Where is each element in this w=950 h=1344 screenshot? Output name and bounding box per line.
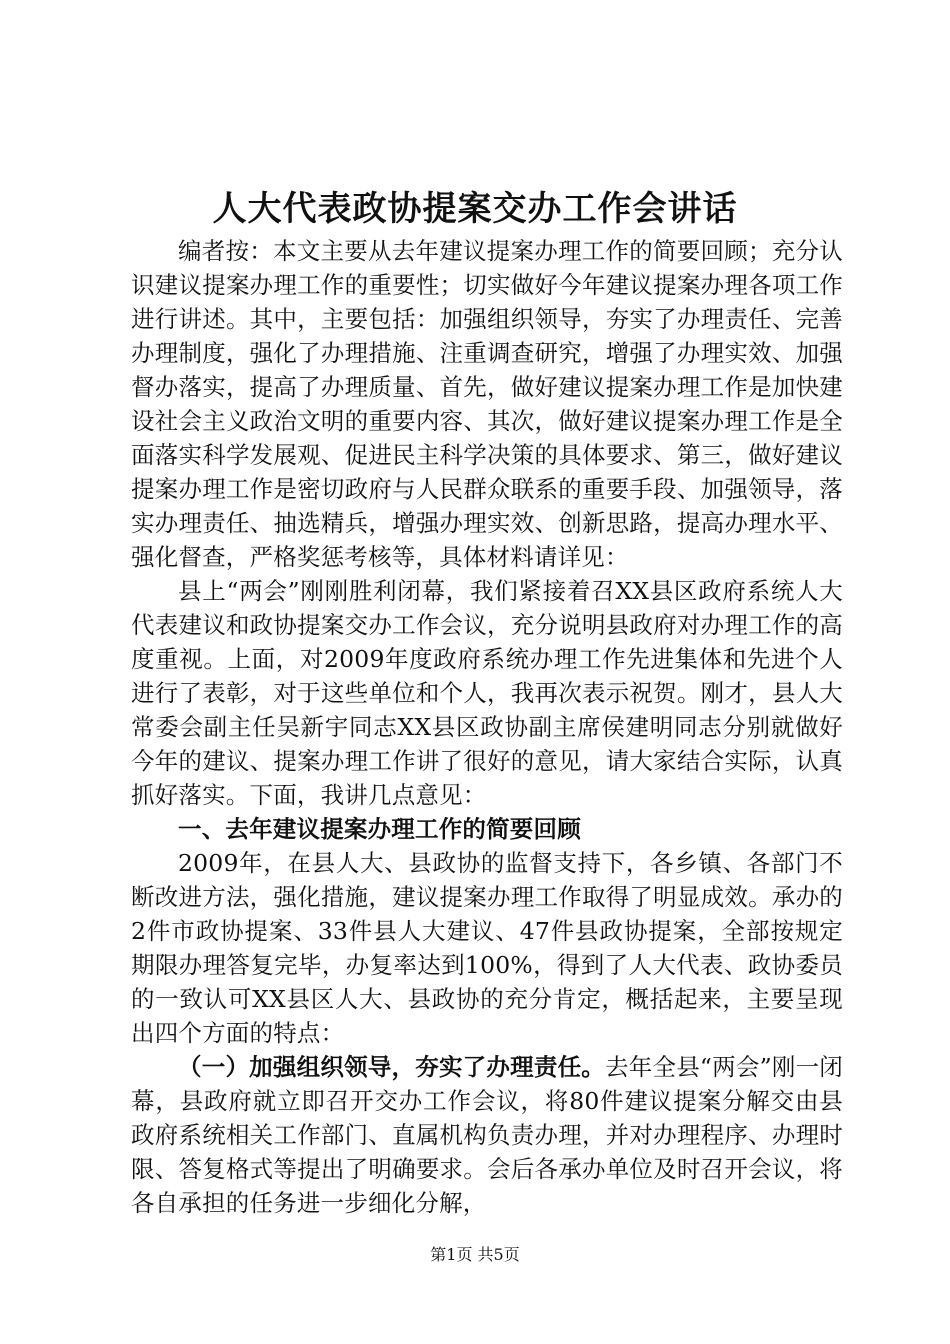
document-body xyxy=(131,234,843,1220)
sub-item-paragraph xyxy=(131,1050,843,1220)
document-title: 人大代表政协提案交办工作会讲话 xyxy=(212,189,738,229)
page-number-footer: 第1页 共5页 xyxy=(430,1245,520,1264)
intro-paragraph: 县上“两会”刚刚胜利闭幕，我们紧接着召XX县区政府系统人大代表建议和政协提案交办工作会议，充分说明县政府对办理工作的高度重视。上面，对2009年度政府系统办理工作先进集体和先进个人进行了表彰，对于这些单位和个人，我再次表示祝贺。刚才，县人大常委会副主任吴新宇同志XX县区政协副主席侯建明同志分别就做好今年的建议、提案办理工作讲了很好的意见，请大家结合实际，认真抓好落实。下面，我讲几点意见： xyxy=(131,577,843,809)
section-paragraph: 2009年，在县人大、县政协的监督支持下，各乡镇、各部门不断改进方法，强化措施，建议提案办理工作取得了明显成效。承办的2件市政协提案、33件县人大建议、47件县政协提案，全部按规定期限办理答复完毕，办复率达到100%，得到了人大代表、政协委员的一致认可XX县区人大、县政协的充分肯定，概括起来，主要呈现出四个方面的特点： xyxy=(131,849,843,1047)
section-heading: 一、去年建议提案办理工作的简要回顾 xyxy=(178,815,581,843)
editor-note-paragraph: 编者按：本文主要从去年建议提案办理工作的简要回顾；充分认识建议提案办理工作的重要性；切实做好今年建议提案办理各项工作进行讲述。其中，主要包括：加强组织领导，夯实了办理责任、完善办理制度，强化了办理措施、注重调查研究，增强了办理实效、加强督办落实，提高了办理质量、首先，做好建议提案办理工作是加快建设社会主义政治文明的重要内容、其次，做好建议提案办理工作是全面落实科学发展观、促进民主科学决策的具体要求、第三，做好建议提案办理工作是密切政府与人民群众联系的重要手段、加强领导，落实办理责任、抽选精兵，增强办理实效、创新思路，提高办理水平、强化督查，严格奖惩考核等，具体材料请详见： xyxy=(131,237,843,571)
sub-item-lead: （一）加强组织领导，夯实了办理责任。 xyxy=(178,1053,606,1081)
sub-item-text: 去年全县“两会”刚一闭幕，县政府就立即召开交办工作会议，将80件建议提案分解交由县政府系统相关工作部门、直属机构负责办理，并对办理程序、办理时限、答复格式等提出了明确要求。会后各承办单位及时召开会议，将各自承担的任务进一步细化分解， xyxy=(131,1053,843,1217)
